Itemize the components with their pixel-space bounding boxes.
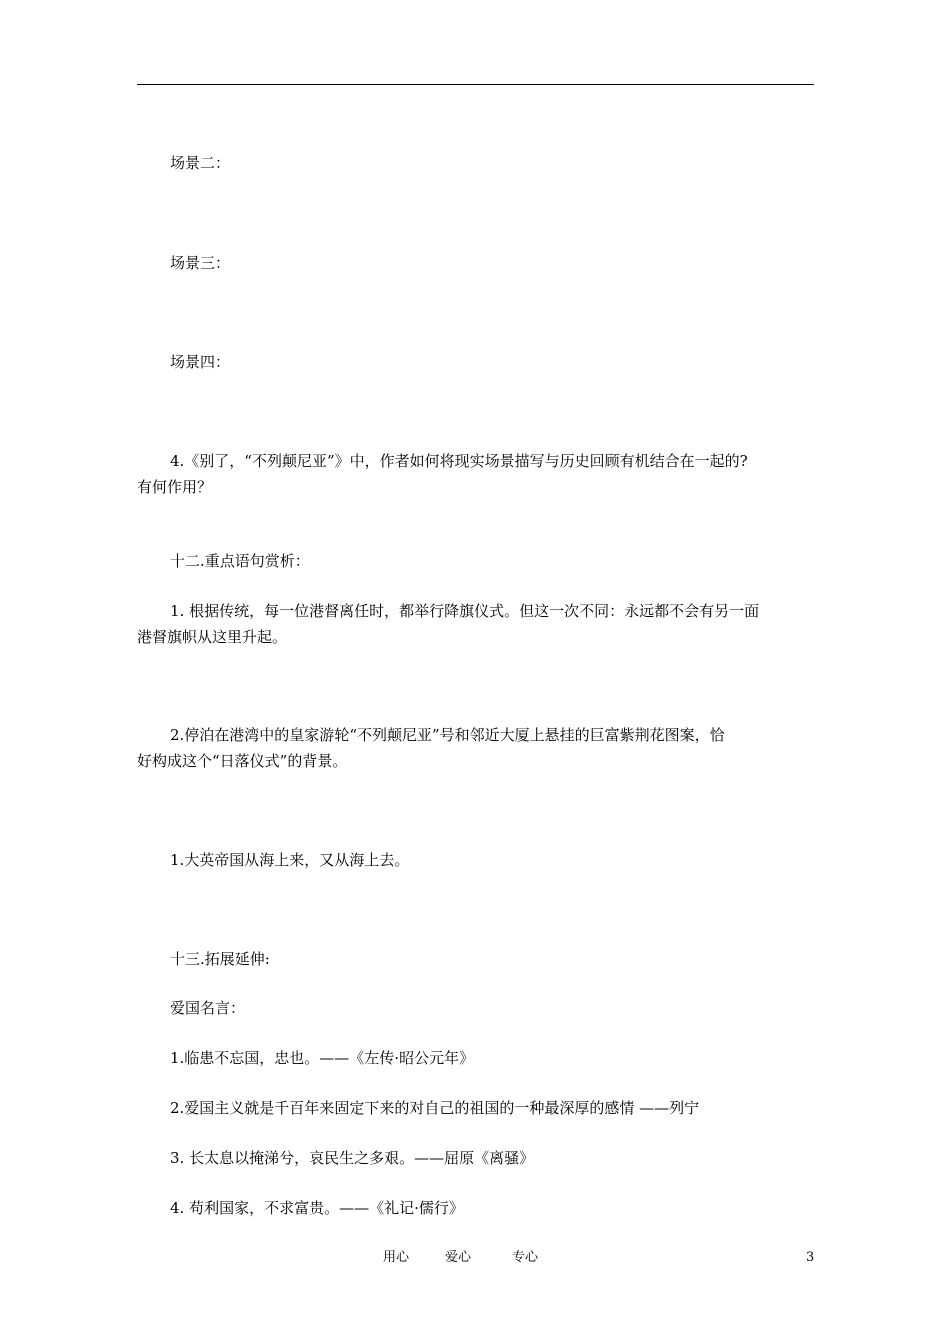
- sentence-1-line-1: 1. 根据传统，每一位港督离任时，都举行降旗仪式。但这一次不同：永远都不会有另一面: [170, 602, 760, 620]
- quote-2: 2.爱国主义就是千百年来固定下来的对自己的祖国的一种最深厚的感情 ——列宁: [170, 1099, 700, 1117]
- header-rule: [137, 84, 814, 85]
- scene-four-label: 场景四：: [170, 353, 231, 371]
- section-12-heading: 十二.重点语句赏析：: [170, 552, 310, 570]
- question-4-line-1: 4.《别了，“不列颠尼亚”》中，作者如何将现实场景描写与历史回顾有机结合在一起的?: [170, 452, 748, 470]
- sentence-2-line-2: 好构成这个“日落仪式”的背景。: [137, 752, 348, 770]
- sentence-3: 1.大英帝国从海上来，又从海上去。: [170, 851, 410, 869]
- patriotic-quotes-heading: 爱国名言：: [170, 999, 246, 1017]
- footer-motto-3: 专心: [512, 1250, 539, 1265]
- quote-1: 1.临患不忘国，忠也。——《左传·昭公元年》: [170, 1049, 475, 1067]
- question-4-line-2: 有何作用？: [137, 478, 213, 496]
- section-13-heading: 十三.拓展延伸:: [170, 950, 270, 968]
- scene-two-label: 场景二：: [170, 154, 231, 172]
- scene-three-label: 场景三：: [170, 254, 231, 272]
- sentence-2-line-1: 2.停泊在港湾中的皇家游轮“不列颠尼亚”号和邻近大厦上悬挂的巨富紫荆花图案，恰: [170, 726, 725, 744]
- quote-3: 3. 长太息以掩涕兮，哀民生之多艰。——屈原《离骚》: [170, 1149, 535, 1167]
- sentence-1-line-2: 港督旗帜从这里升起。: [137, 628, 288, 646]
- quote-4: 4. 苟利国家，不求富贵。——《礼记·儒行》: [170, 1199, 464, 1217]
- footer-motto-1: 用心: [383, 1250, 410, 1265]
- footer-motto-2: 爱心: [445, 1250, 472, 1265]
- page-number: 3: [806, 1250, 815, 1265]
